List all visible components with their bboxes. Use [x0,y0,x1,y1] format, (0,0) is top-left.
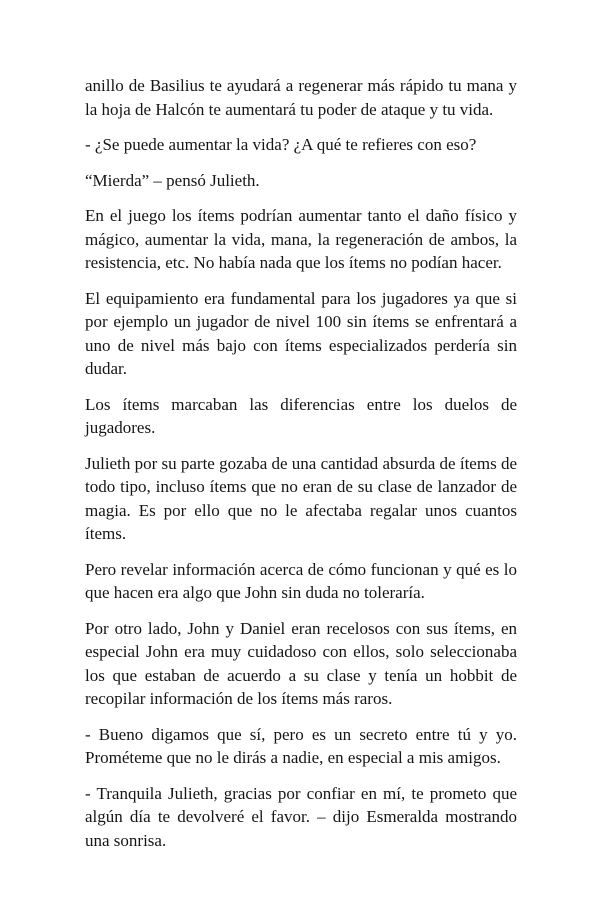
paragraph: - ¿Se puede aumentar la vida? ¿A qué te refieres con eso? [85,135,477,154]
paragraph: - Bueno digamos que sí, pero es un secreto entre tú y yo. Prométeme que no le dirás a nadie, en especial a mis amigos. [85,724,517,767]
paragraph: “Mierda” – pensó Julieth. [85,170,260,190]
paragraph: Pero revelar información acerca de cómo funcionan y qué es lo que hacen era algo que John sin duda no toleraría. [85,559,517,602]
book-page-text [85,74,517,864]
paragraph: El equipamiento era fundamental para los jugadores ya que si por ejemplo un jugador de nivel 100 sin ítems se enfrentará a uno de nivel más bajo con ítems especializados perdería sin dudar. [85,288,517,378]
paragraph: Los ítems marcaban las diferencias entre los duelos de jugadores. [85,394,517,437]
paragraph: anillo de Basilius te ayudará a regenerar más rápido tu mana y la hoja de Halcón te aumentará tu poder de ataque y tu vida. [85,76,517,119]
paragraph: Julieth por su parte gozaba de una cantidad absurda de ítems de todo tipo, incluso ítems que no eran de su clase de lanzador de magia. Es por ello que no le afectaba regalar unos cuantos ítems. [85,453,517,543]
paragraph: En el juego los ítems podrían aumentar tanto el daño físico y mágico, aumentar la vida, mana, la regeneración de ambos, la resistencia, etc. No había nada que los ítems no podían hacer. [85,206,517,272]
paragraph: Por otro lado, John y Daniel eran recelosos con sus ítems, en especial John era muy cuidadoso con ellos, solo seleccionaba los que estaban de acuerdo a su clase y tenía un hobbit de recopilar información de los ítems más raros. [85,618,517,708]
paragraph: - Tranquila Julieth, gracias por confiar en mí, te prometo que algún día te devolveré el favor. – dijo Esmeralda mostrando una sonrisa. [85,783,517,850]
